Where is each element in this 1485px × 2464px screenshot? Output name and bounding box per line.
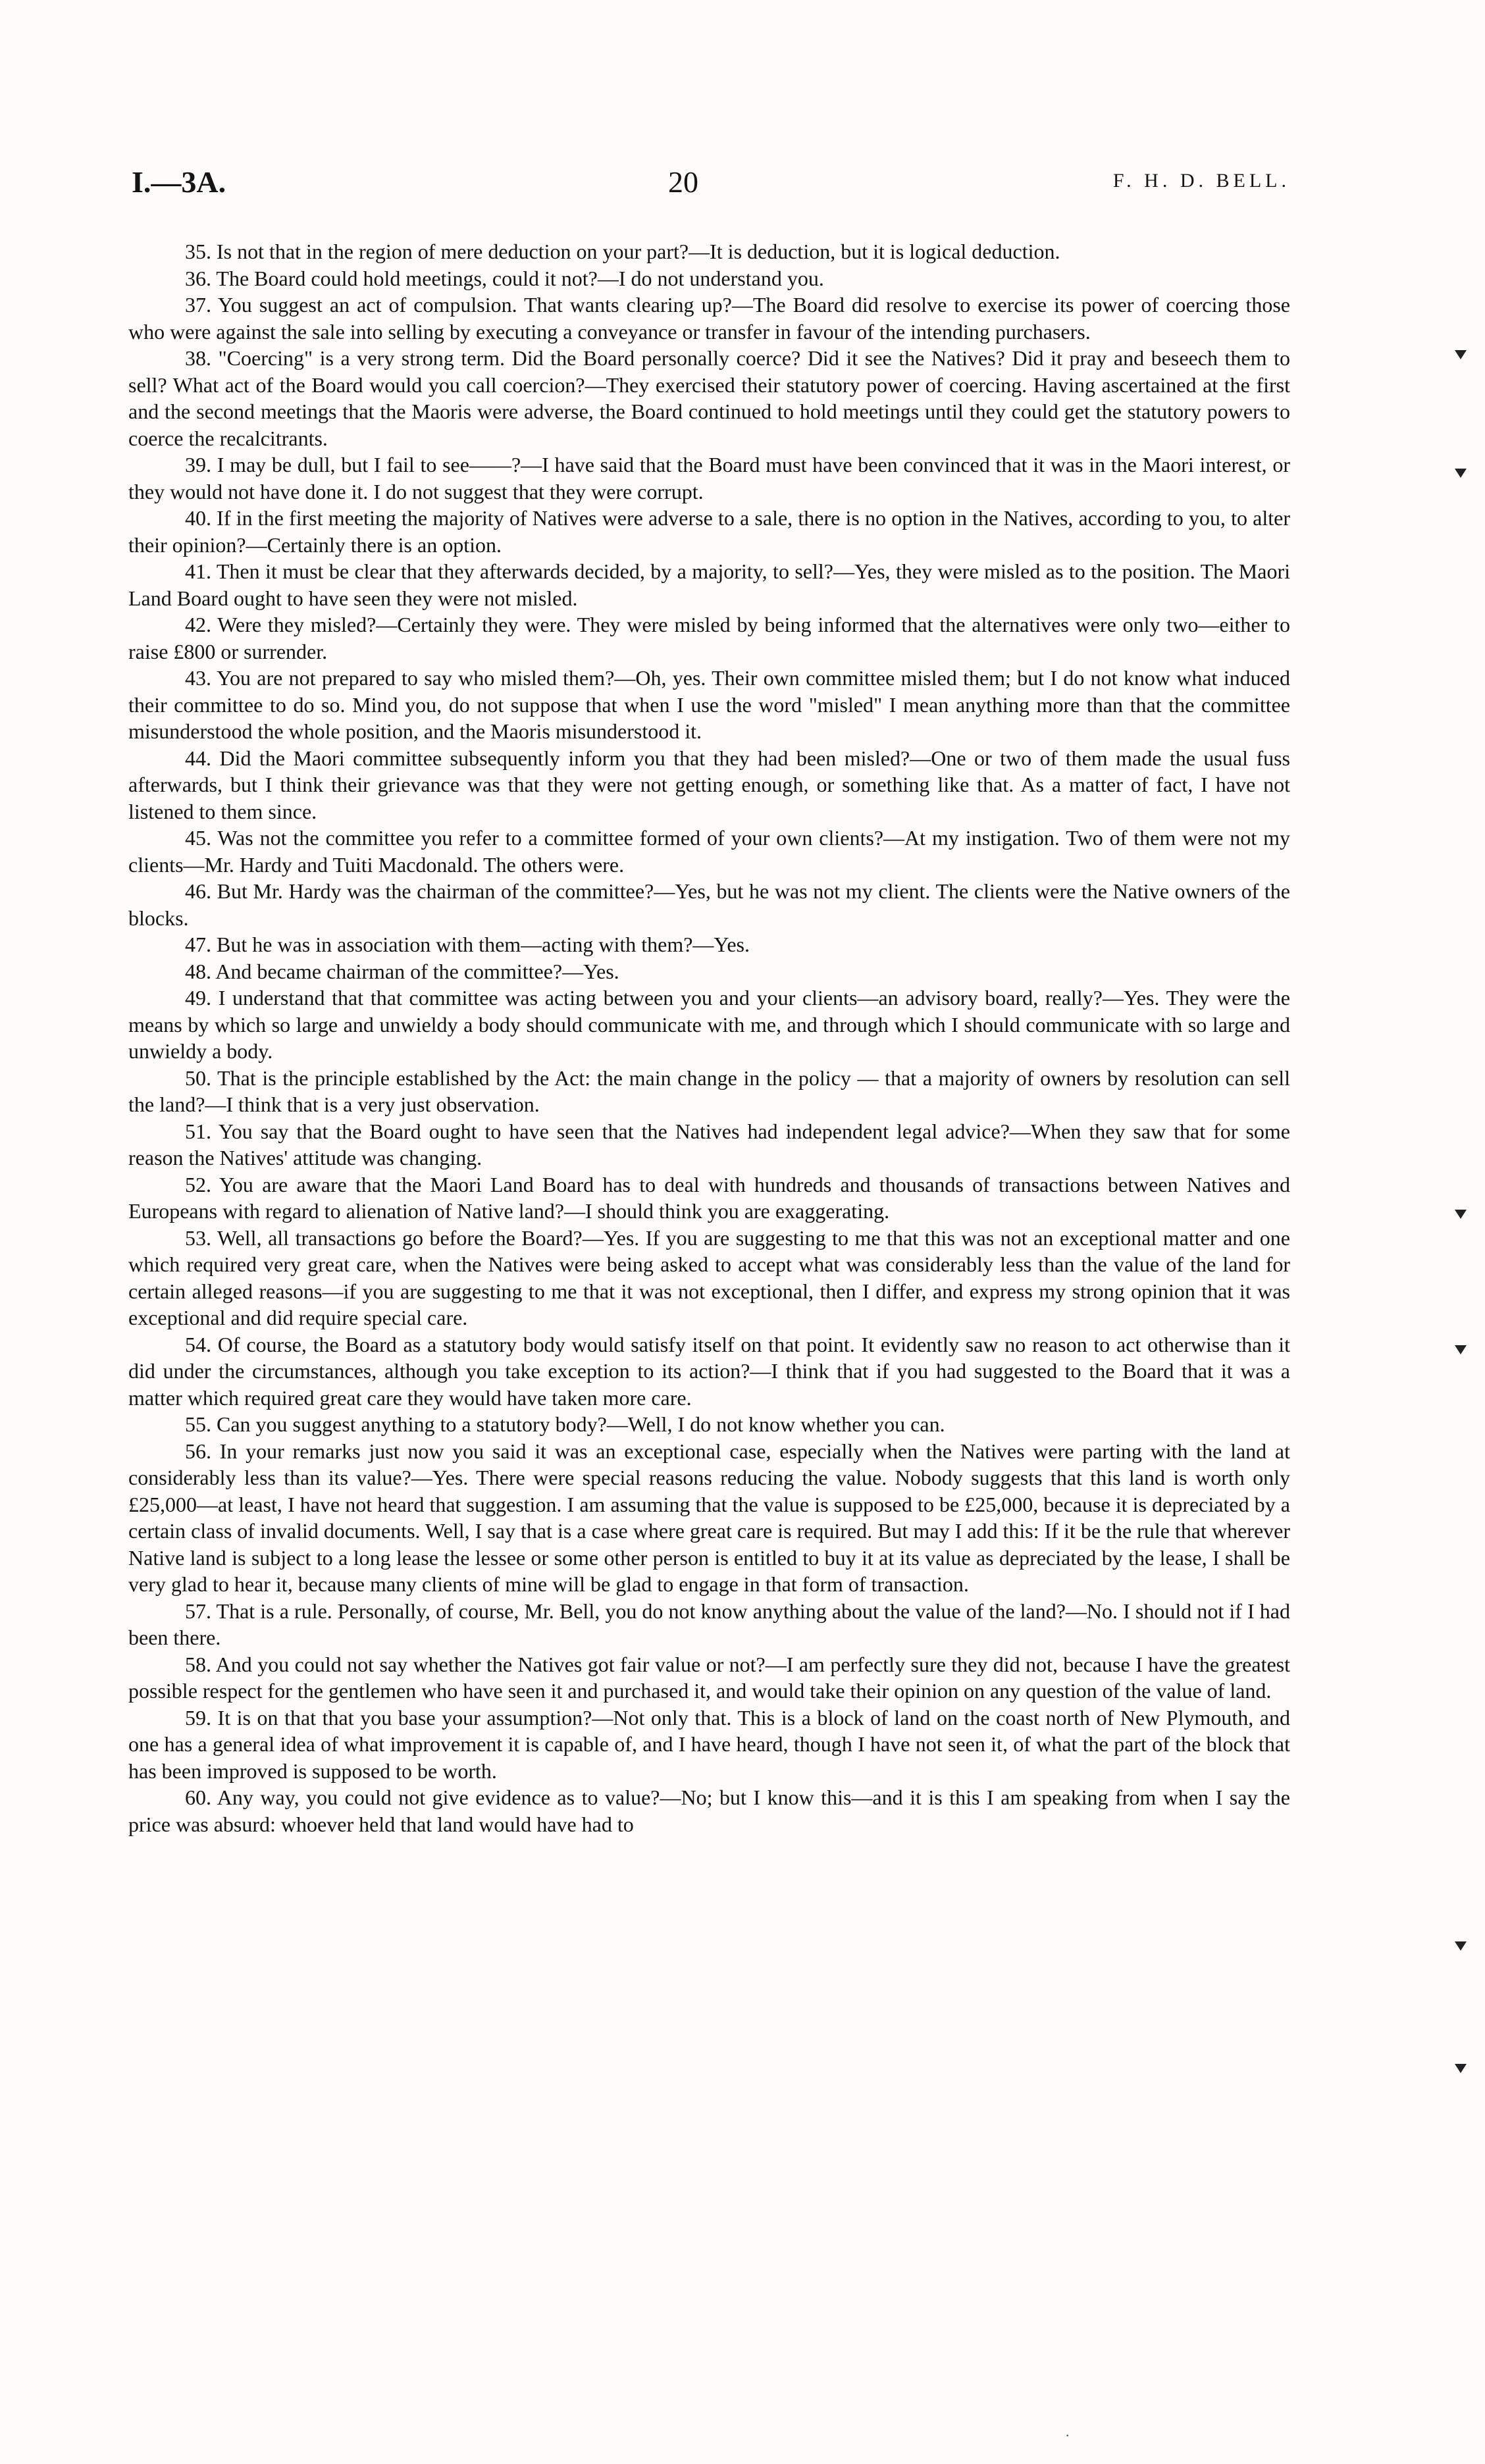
margin-mark bbox=[1455, 1941, 1467, 1951]
print-speck: · bbox=[1065, 2427, 1070, 2444]
paragraph: 39. I may be dull, but I fail to see——?—I have said that the Board must have been convinced that it was in the Maori interest, or they would not have done it. I do not suggest that they were corrupt. bbox=[128, 453, 1290, 503]
margin-mark bbox=[1455, 2064, 1467, 2073]
paragraph: 49. I understand that that committee was acting between you and your clients—an advisory board, really?—Yes. They were the means by which so large and unwieldy a body should communicate with me, and through which I should communicate with so large and unwieldy a body. bbox=[128, 986, 1290, 1063]
paragraph: 53. Well, all transactions go before the Board?—Yes. If you are suggesting to me that this was not an exceptional matter and one which required very great care, when the Natives were being asked to accept what was considerably less than the value of the land for certain alleged reasons—if you are suggesting to me that it was not exceptional, then I differ, and express my strong opinion that it was exceptional and did require special care. bbox=[128, 1225, 1290, 1329]
paragraph: 44. Did the Maori committee subsequently inform you that they had been misled?—One or two of them made the usual fuss afterwards, but I think their grievance was that they were not getting enough, or something like that. As a matter of fact, I have not listened to them since. bbox=[128, 746, 1290, 823]
paragraph: 56. In your remarks just now you said it was an exceptional case, especially when the Natives were parting with the land at considerably less than its value?—Yes. There were special reasons reducing the value. Nobody suggests that this land is worth only £25,000—at least, I have not heard that suggestion. I am assuming that the value is supposed to be £25,000, because it is depreciated by a certain class of invalid documents. Well, I say that is a case where great care is required. But may I add this: If it be the rule that wherever Native land is subject to a long lease the lessee or some other person is entitled to buy it at its value as depreciated by the lease, I shall be very glad to hear it, because many clients of mine will be glad to engage in that form of transaction. bbox=[128, 1439, 1290, 1596]
page-header bbox=[132, 165, 1290, 204]
page-number: 20 bbox=[668, 165, 698, 199]
margin-marks bbox=[1455, 0, 1474, 2464]
paragraph: 47. But he was in association with them—acting with them?—Yes. bbox=[185, 933, 750, 956]
margin-mark bbox=[1455, 1210, 1467, 1219]
paragraph: 60. Any way, you could not give evidence as to value?—No; but I know this—and it is this I am speaking from when I say the price was absurd: whoever held that land would have had to bbox=[128, 1785, 1290, 1836]
paragraph: 59. It is on that that you base your assumption?—Not only that. This is a block of land on the coast north of New Plymouth, and one has a general idea of what improvement it is capable of, and I have heard, though I have not seen it, of what the part of the block that has been improved is supposed to be worth. bbox=[128, 1705, 1290, 1783]
paragraph: 36. The Board could hold meetings, could it not?—I do not understand you. bbox=[185, 266, 824, 290]
witness-name: F. H. D. BELL. bbox=[1112, 170, 1290, 192]
paragraph: 41. Then it must be clear that they afterwards decided, by a majority, to sell?—Yes, they were misled as to the position. The Maori Land Board ought to have seen they were not misled. bbox=[128, 559, 1290, 610]
margin-mark bbox=[1455, 1345, 1467, 1354]
paragraph: 54. Of course, the Board as a statutory body would satisfy itself on that point. It evidently saw no reason to act otherwise than it did under the circumstances, although you take exception to its action?—I think that if you had suggested to the Board that it was a matter which required great care they would have taken more care. bbox=[128, 1332, 1290, 1410]
paragraph: 40. If in the first meeting the majority of Natives were adverse to a sale, there is no option in the Natives, according to you, to alter their opinion?—Certainly there is an option. bbox=[128, 506, 1290, 557]
paragraph: 38. "Coercing" is a very strong term. Did the Board personally coerce? Did it see the Natives? Did it pray and beseech them to sell? What act of the Board would you call coercion?—They exercised their statutory power of coercing. Having ascertained at the first and the second meetings that the Maoris were adverse, the Board continued to hold meetings until they could get the statutory powers to coerce the recalcitrants. bbox=[128, 346, 1290, 450]
paragraph: 42. Were they misled?—Certainly they were. They were misled by being informed that the alternatives were only two—either to raise £800 or surrender. bbox=[128, 613, 1290, 663]
paragraph: 52. You are aware that the Maori Land Board has to deal with hundreds and thousands of transactions between Natives and Europeans with regard to alienation of Native land?—I should think you are exaggerating. bbox=[128, 1172, 1290, 1223]
paragraph: 51. You say that the Board ought to have seen that the Natives had independent legal advice?—When they saw that for some reason the Natives' attitude was changing. bbox=[128, 1119, 1290, 1169]
paragraph: 43. You are not prepared to say who misled them?—Oh, yes. Their own committee misled them; but I do not know what induced their committee to do so. Mind you, do not suppose that when I use the word "misled" I mean anything more than that the committee misunderstood the whole position, and the Maoris misunderstood it. bbox=[128, 666, 1290, 743]
paragraph: 45. Was not the committee you refer to a committee formed of your own clients?—At my instigation. Two of them were not my clients—Mr. Hardy and Tuiti Macdonald. The others were. bbox=[128, 826, 1290, 877]
paragraph: 37. You suggest an act of compulsion. That wants clearing up?—The Board did resolve to exercise its power of coercing those who were against the sale into selling by executing a conveyance or transfer in favour of the intending purchasers. bbox=[128, 293, 1290, 344]
paragraph: 35. Is not that in the region of mere deduction on your part?—It is deduction, but it is logical deduction. bbox=[185, 240, 1060, 263]
paragraph: 48. And became chairman of the committee?—Yes. bbox=[185, 959, 619, 983]
paragraph: 58. And you could not say whether the Natives got fair value or not?—I am perfectly sure they did not, because I have the greatest possible respect for the gentlemen who have seen it and purchased it, and would take their opinion on any question of the value of land. bbox=[128, 1652, 1290, 1703]
paragraph: 57. That is a rule. Personally, of course, Mr. Bell, you do not know anything about the value of the land?—No. I should not if I had been there. bbox=[128, 1599, 1290, 1649]
paragraph: 55. Can you suggest anything to a statutory body?—Well, I do not know whether you can. bbox=[185, 1412, 945, 1436]
margin-mark bbox=[1455, 350, 1467, 359]
paragraph: 50. That is the principle established by the Act: the main change in the policy — that a majority of owners by resolution can sell the land?—I think that is a very just observation. bbox=[128, 1065, 1290, 1116]
document-body bbox=[128, 238, 1290, 1837]
margin-mark bbox=[1455, 469, 1467, 478]
paragraph: 46. But Mr. Hardy was the chairman of the committee?—Yes, but he was not my client. The clients were the Native owners of the blocks. bbox=[128, 879, 1290, 930]
paper-reference: I.—3A. bbox=[132, 165, 226, 199]
